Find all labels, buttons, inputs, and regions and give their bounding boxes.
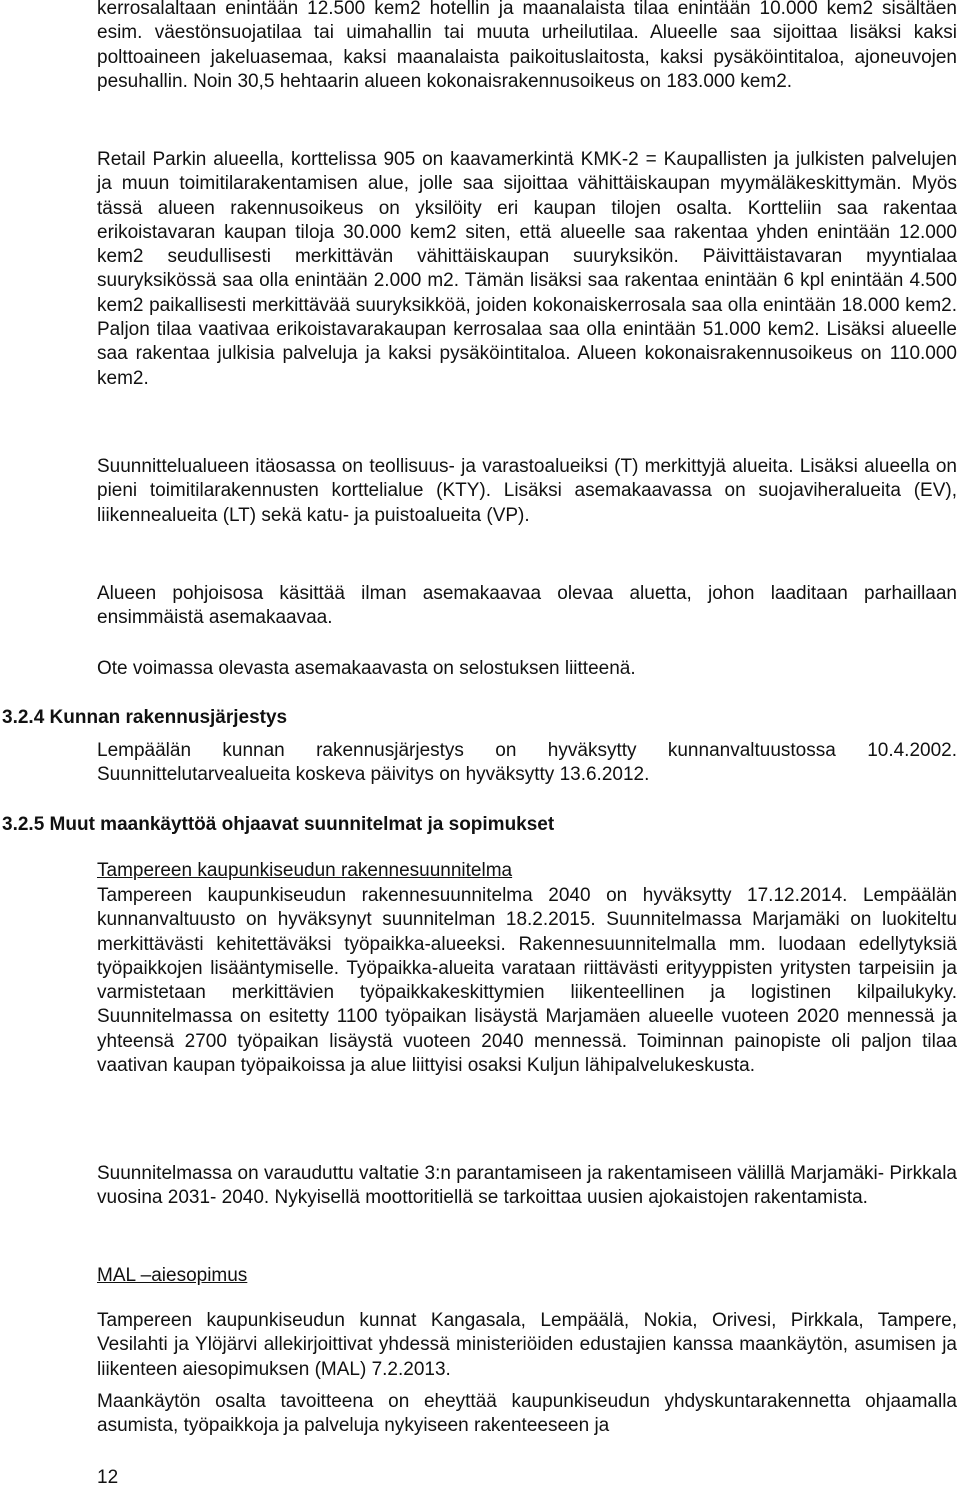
paragraph-structure-plan: Tampereen kaupunkiseudun rakennesuunnitelma 2040 on hyväksytty 17.12.2014. Lempäälän kunnanvaltuusto on hyväksynyt suunnitelman 18.2.2015. Suunnitelmassa Marjamäki on luokiteltu merkittävästi kehitettäväksi työpaikka-alueeksi. Rakennesuunnitelmalla mm. luodaan edellytyksiä työpaikkojen lisääntymiselle. Työpaikka-alueita varataan riittävästi erityyppisten yritysten tarpeisiin ja varmistetaan merkittävien työpaikkakeskittymien liikenteellinen ja logistinen kilpailukyky. Suunnitelmassa on esitetty 1100 työpaikan lisäystä Marjamäen alueelle vuoteen 2020 mennessä ja yhteensä 2700 työpaikan lisäystä vuoteen 2040 mennessä. Toiminnan painopiste oli paljon tilaa vaativan kaupan työpaikoissa ja alue liittyisi osaksi Kuljun lähipalvelukeskusta. <box>97 885 957 1077</box>
paragraph-mal-signatories: Tampereen kaupunkiseudun kunnat Kangasala, Lempäälä, Nokia, Orivesi, Pirkkala, Tampere, Vesilahti ja Ylöjärvi allekirjoittivat yhdessä ministeriöiden edustajien kanssa maankäytön, asumisen ja liikenteen aiesopimuksen (MAL) 7.2.2013. <box>97 1310 957 1380</box>
paragraph-building-code: Lempäälän kunnan rakennusjärjestys on hyväksytty kunnanvaltuustossa 10.4.2002. Suunnittelutarvealueita koskeva päivitys on hyväksytty 13.6.2012. <box>97 740 957 786</box>
paragraph-hotel-area: kerrosalaltaan enintään 12.500 kem2 hotellin ja maanalaista tilaa enintään 10.000 kem2 sisältäen esim. väestönsuojatilaa tai uimahallin tai muuta urheilutilaa. Alueelle saa sijoittaa lisäksi kaksi polttoaineen jakeluasemaa, kaksi maanalaista paikoituslaitosta, kaksi pysäköintitaloa, ajoneuvojen pesuhallin. Noin 30,5 hehtaarin alueen kokonaisrakennusoikeus on 183.000 kem2. <box>97 0 957 92</box>
paragraph-attachment-note: Ote voimassa olevasta asemakaavasta on selostuksen liitteenä. <box>97 658 636 679</box>
paragraph-north-part: Alueen pohjoisosa käsittää ilman asemakaavaa olevaa aluetta, johon laaditaan parhaillaan ensimmäistä asemakaavaa. <box>97 583 957 629</box>
page-number: 12 <box>97 1467 119 1488</box>
paragraph-road-improvement: Suunnitelmassa on varauduttu valtatie 3:n parantamiseen ja rakentamiseen välillä Marjamäki- Pirkkala vuosina 2031- 2040. Nykyisellä moottoritiellä se tarkoittaa uusien ajokaistojen rakentamista. <box>97 1163 957 1209</box>
subheading-structure-plan: Tampereen kaupunkiseudun rakennesuunnitelma <box>97 860 513 881</box>
subheading-mal-agreement: MAL –aiesopimus <box>97 1265 248 1286</box>
paragraph-land-use-goal: Maankäytön osalta tavoitteena on eheyttää kaupunkiseudun yhdyskuntarakennetta ohjaamalla asumista, työpaikkoja ja palveluja nykyiseen rakenteeseen ja <box>97 1391 957 1437</box>
paragraph-east-part: Suunnittelualueen itäosassa on teollisuus- ja varastoalueiksi (T) merkittyjä alueita. Lisäksi alueella on pieni toimitilarakennusten korttelialue (KTY). Lisäksi asemakaavassa on suojaviheralueita (EV), liikennealueita (LT) sekä katu- ja puistoalueita (VP). <box>97 456 957 526</box>
section-heading-3-2-4: 3.2.4 Kunnan rakennusjärjestys <box>2 707 288 728</box>
paragraph-retail-park: Retail Parkin alueella, korttelissa 905 on kaavamerkintä KMK-2 = Kaupallisten ja julkisten palvelujen ja muun toimitilarakentamisen alue, jolle saa sijoittaa vähittäiskaupan myymäläkeskittymän. Myös tässä alueen rakennusoikeus on yksilöity eri kaupan tilojen osalta. Kortteliin saa rakentaa erikoistavaran kaupan tiloja 30.000 kem2 siten, että alueelle saa rakentaa yhden enintään 12.000 kem2 seudullisesti merkittävän vähittäiskaupan suuryksikön. Päivittäistavaran myyntialaa suuryksikössä saa olla enintään 2.000 m2. Tämän lisäksi saa rakentaa enintään 6 kpl enintään 4.500 kem2 paikallisesti merkittävää suuryksikköä, joiden kokonaiskerrosala saa olla enintään 18.000 kem2. Paljon tilaa vaativaa erikoistavarakaupan kerrosalaa saa olla enintään 51.000 kem2. Lisäksi alueelle saa rakentaa julkisia palveluja ja kaksi pysäköintitaloa. Alueen kokonaisrakennusoikeus on 110.000 kem2. <box>97 149 957 389</box>
section-heading-3-2-5: 3.2.5 Muut maankäyttöä ohjaavat suunnitelmat ja sopimukset <box>2 814 555 835</box>
